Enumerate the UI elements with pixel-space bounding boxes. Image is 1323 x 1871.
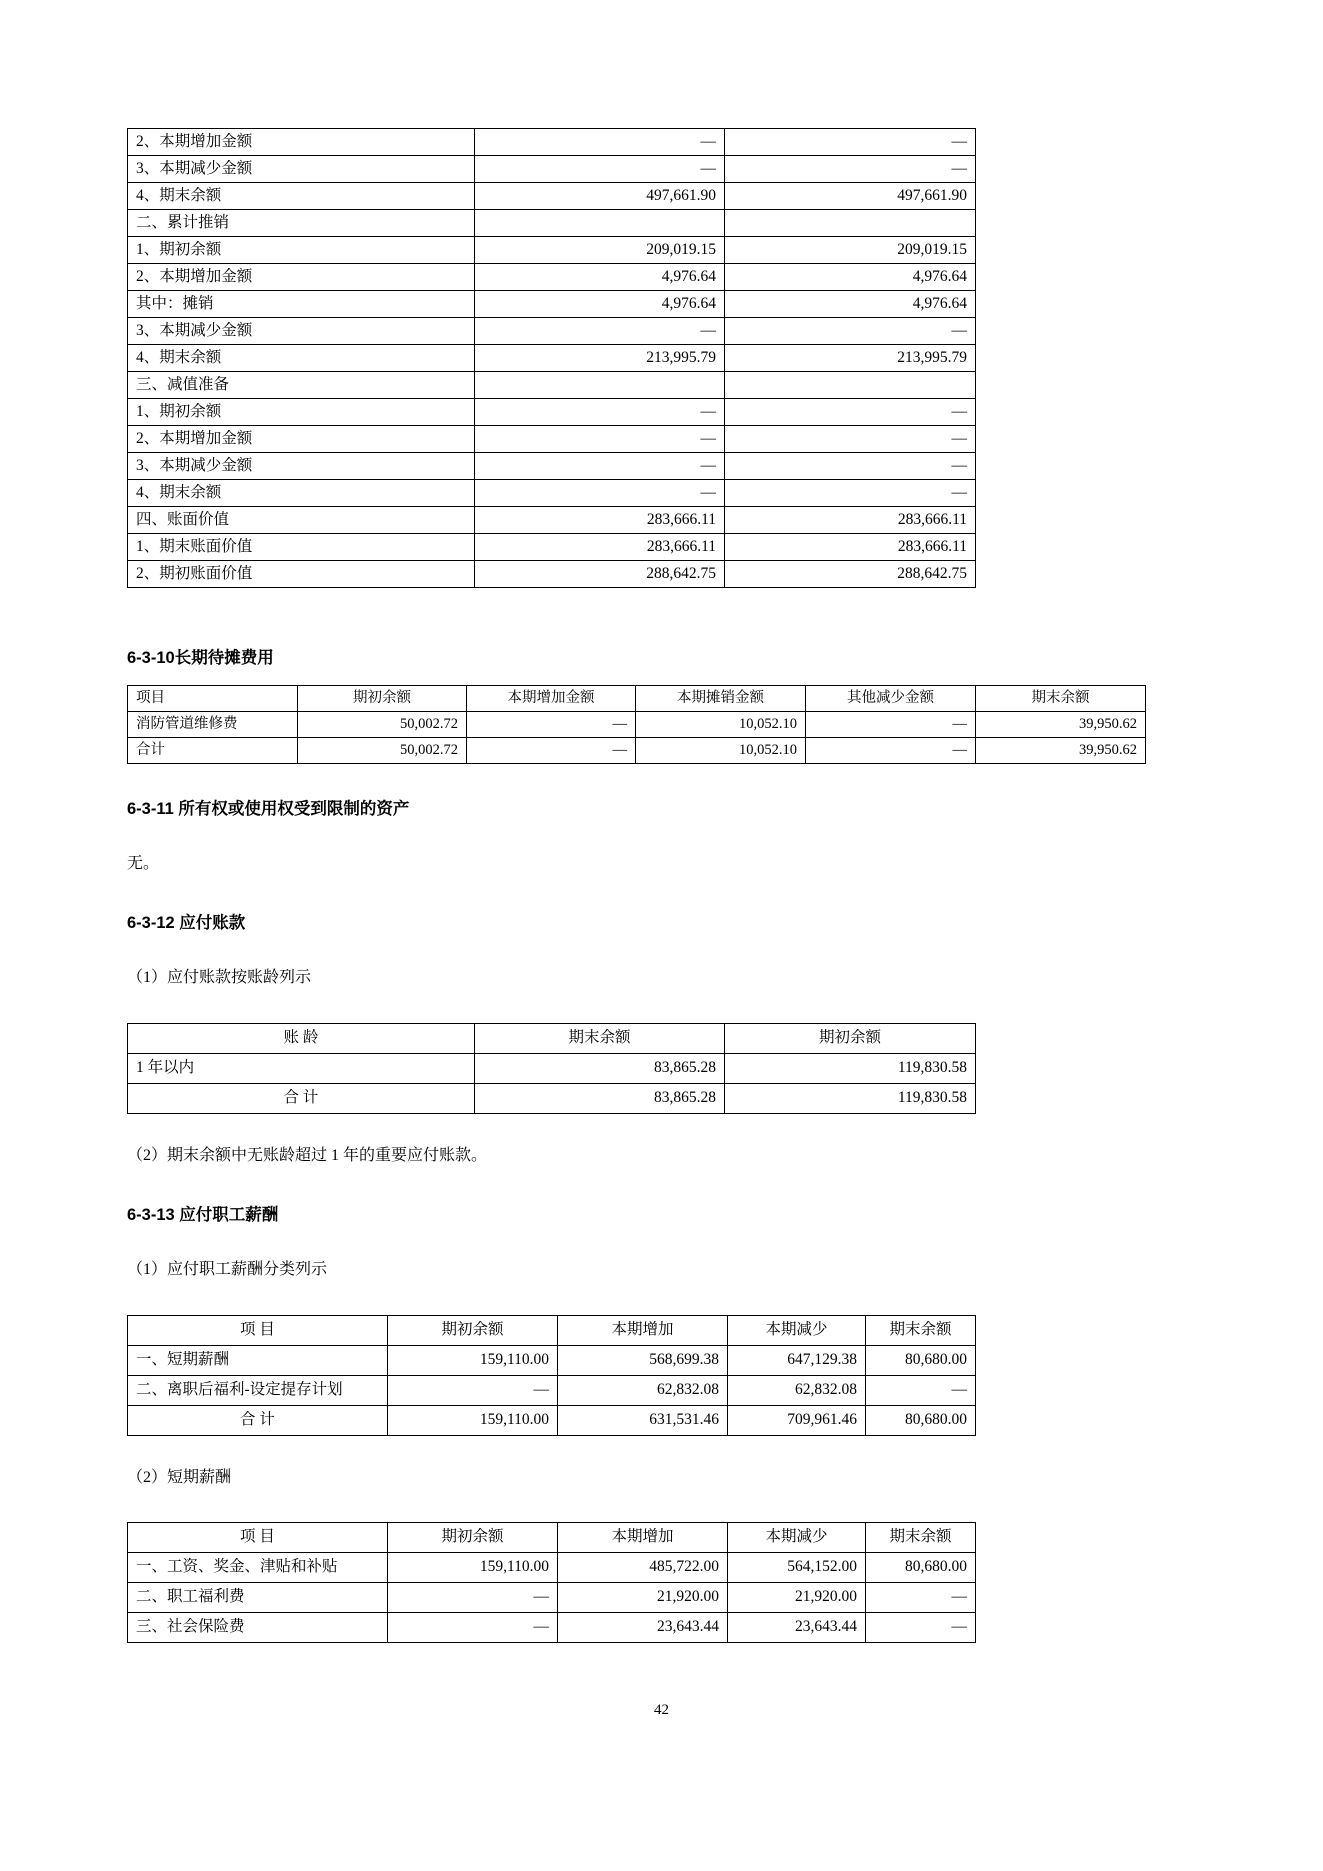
row-value-1: 283,666.11 [475, 507, 725, 534]
row-label: 2、期初账面价值 [128, 561, 475, 588]
column-header-amortization: 本期摊销金额 [636, 686, 806, 712]
spacer [127, 588, 975, 644]
row-value-3: 62,832.08 [728, 1375, 866, 1405]
section-heading-6-3-13: 6-3-13 应付职工薪酬 [127, 1206, 279, 1225]
table-row [128, 561, 976, 588]
row-value-1: — [475, 426, 725, 453]
table-row [128, 1053, 976, 1083]
row-label: 合 计 [128, 1405, 388, 1435]
row-value-2: — [725, 318, 976, 345]
spacer [127, 668, 975, 685]
row-value-1: 50,002.72 [298, 738, 467, 764]
row-value-1: — [388, 1612, 558, 1642]
row-value-1: 213,995.79 [475, 345, 725, 372]
row-value-2: 23,643.44 [558, 1612, 728, 1642]
row-label: 一、工资、奖金、津贴和补贴 [128, 1552, 388, 1582]
spacer [127, 764, 975, 795]
column-header-closing: 期末余额 [976, 686, 1146, 712]
row-value-1 [475, 372, 725, 399]
column-header-opening: 期初余额 [388, 1522, 558, 1552]
page-number: 42 [654, 1702, 669, 1718]
row-value-3: 23,643.44 [728, 1612, 866, 1642]
table-row [128, 1582, 976, 1612]
row-value-4: — [866, 1582, 976, 1612]
column-header-increase: 本期增加金额 [467, 686, 636, 712]
spacer [127, 990, 975, 1023]
row-value-2: 497,661.90 [725, 183, 976, 210]
row-label: 4、期末余额 [128, 183, 475, 210]
row-value-2: — [725, 453, 976, 480]
row-value-3: 10,052.10 [636, 738, 806, 764]
table-row [128, 712, 1146, 738]
row-value-2: 283,666.11 [725, 534, 976, 561]
row-label: 3、本期减少金额 [128, 156, 475, 183]
table-row [128, 1552, 976, 1582]
row-label: 消防管道维修费 [128, 712, 298, 738]
row-value-4: 80,680.00 [866, 1552, 976, 1582]
row-value-1: — [388, 1375, 558, 1405]
row-value-2: — [467, 712, 636, 738]
column-header-increase: 本期增加 [558, 1315, 728, 1345]
row-label: 二、离职后福利-设定提存计划 [128, 1375, 388, 1405]
row-value-2: 213,995.79 [725, 345, 976, 372]
row-value-1 [475, 210, 725, 237]
row-value-5: 39,950.62 [976, 738, 1146, 764]
row-value-4: — [866, 1612, 976, 1642]
row-label: 1、期初余额 [128, 399, 475, 426]
spacer [127, 1282, 975, 1315]
row-value-2: 119,830.58 [725, 1053, 976, 1083]
row-value-1: — [475, 318, 725, 345]
row-value-2: — [725, 399, 976, 426]
row-value-2: 119,830.58 [725, 1083, 976, 1113]
table-row [128, 480, 976, 507]
row-value-4: — [866, 1375, 976, 1405]
row-value-1: — [475, 156, 725, 183]
column-header-decrease: 本期减少 [728, 1315, 866, 1345]
table-row [128, 210, 976, 237]
row-value-2: 288,642.75 [725, 561, 976, 588]
row-value-1: 83,865.28 [475, 1083, 725, 1113]
row-value-4: — [806, 738, 976, 764]
row-value-1: 159,110.00 [388, 1405, 558, 1435]
row-value-2: — [725, 426, 976, 453]
table-header-row [128, 1522, 976, 1552]
table-row [128, 183, 976, 210]
column-header-opening: 期初余额 [298, 686, 467, 712]
section-heading-6-3-10: 6-3-10长期待摊费用 [127, 649, 274, 667]
row-value-2: 568,699.38 [558, 1345, 728, 1375]
row-value-2: 631,531.46 [558, 1405, 728, 1435]
row-value-1: 288,642.75 [475, 561, 725, 588]
row-label: 合 计 [128, 1083, 475, 1113]
row-label: 2、本期增加金额 [128, 129, 475, 156]
row-value-2: 283,666.11 [725, 507, 976, 534]
deferred-expenses-table-head [128, 686, 1146, 712]
row-label: 1、期初余额 [128, 237, 475, 264]
row-label: 4、期末余额 [128, 480, 475, 507]
row-value-1: — [388, 1582, 558, 1612]
row-label: 2、本期增加金额 [128, 264, 475, 291]
table-header-row [128, 1023, 976, 1053]
short-term-compensation-table-body [128, 1552, 976, 1642]
table-row [128, 1612, 976, 1642]
subsection-label-6-3-13-2: （2）短期薪酬 [127, 1468, 232, 1486]
section-heading-6-3-12: 6-3-12 应付账款 [127, 914, 246, 933]
row-value-5: 39,950.62 [976, 712, 1146, 738]
spacer [127, 1114, 975, 1145]
spacer [127, 1436, 975, 1467]
table-header-row [128, 686, 1146, 712]
row-label: 一、短期薪酬 [128, 1345, 388, 1375]
subsection-label-6-3-12-1: （1）应付账款按账龄列示 [127, 969, 312, 987]
spacer [127, 1167, 975, 1201]
row-value-2: — [725, 129, 976, 156]
column-header-opening: 期初余额 [725, 1023, 976, 1053]
row-value-1: 4,976.64 [475, 291, 725, 318]
column-header-closing: 期末余额 [475, 1023, 725, 1053]
row-label: 3、本期减少金额 [128, 453, 475, 480]
short-term-compensation-table [127, 1522, 976, 1643]
table-row-total [128, 1405, 976, 1435]
row-value-2: 62,832.08 [558, 1375, 728, 1405]
table-row [128, 318, 976, 345]
row-value-1: 83,865.28 [475, 1053, 725, 1083]
column-header-aging: 账 龄 [128, 1023, 475, 1053]
row-label: 其中：摊销 [128, 291, 475, 318]
employee-compensation-classification-table [127, 1315, 976, 1436]
row-label: 合计 [128, 738, 298, 764]
column-header-closing: 期末余额 [866, 1315, 976, 1345]
row-label: 三、减值准备 [128, 372, 475, 399]
subsection-label-6-3-13-1: （1）应付职工薪酬分类列示 [127, 1261, 328, 1279]
row-value-2: — [725, 480, 976, 507]
row-value-1: 209,019.15 [475, 237, 725, 264]
row-label: 四、账面价值 [128, 507, 475, 534]
row-value-2: — [467, 738, 636, 764]
column-header-item: 项 目 [128, 1522, 388, 1552]
column-header-item: 项目 [128, 686, 298, 712]
subsection-label-6-3-12-2: （2）期末余额中无账龄超过 1 年的重要应付账款。 [127, 1146, 488, 1164]
row-value-2: 4,976.64 [725, 291, 976, 318]
table-row [128, 291, 976, 318]
table-row [128, 1345, 976, 1375]
row-value-2: 209,019.15 [725, 237, 976, 264]
row-label: 2、本期增加金额 [128, 426, 475, 453]
employee-compensation-table-head [128, 1315, 976, 1345]
table-row-total [128, 738, 1146, 764]
row-label: 3、本期减少金额 [128, 318, 475, 345]
table-row-total [128, 1083, 976, 1113]
row-value-1: 159,110.00 [388, 1345, 558, 1375]
row-value-1: — [475, 453, 725, 480]
row-label: 4、期末余额 [128, 345, 475, 372]
short-term-compensation-table-head [128, 1522, 976, 1552]
row-value-2 [725, 210, 976, 237]
row-label: 二、职工福利费 [128, 1582, 388, 1612]
row-value-1: 159,110.00 [388, 1552, 558, 1582]
column-header-decrease: 本期减少 [728, 1522, 866, 1552]
table-row [128, 129, 976, 156]
accounts-payable-table-head [128, 1023, 976, 1053]
table-row [128, 264, 976, 291]
table-row [128, 156, 976, 183]
row-value-4: 80,680.00 [866, 1345, 976, 1375]
table-row [128, 399, 976, 426]
table-row [128, 237, 976, 264]
row-value-2: — [725, 156, 976, 183]
row-value-1: — [475, 399, 725, 426]
spacer [127, 819, 975, 853]
column-header-other-decrease: 其他减少金额 [806, 686, 976, 712]
column-header-item: 项 目 [128, 1315, 388, 1345]
row-value-2 [725, 372, 976, 399]
intangible-assets-movement-table [127, 128, 976, 588]
row-value-3: 709,961.46 [728, 1405, 866, 1435]
row-value-1: 50,002.72 [298, 712, 467, 738]
spacer [127, 933, 975, 967]
long-term-deferred-expenses-table [127, 685, 1146, 764]
row-label: 1、期末账面价值 [128, 534, 475, 561]
row-label: 1 年以内 [128, 1053, 475, 1083]
table-row [128, 372, 976, 399]
page-content [127, 128, 1137, 1643]
row-value-1: 497,661.90 [475, 183, 725, 210]
deferred-expenses-table-body [128, 712, 1146, 764]
row-value-3: 21,920.00 [728, 1582, 866, 1612]
column-header-opening: 期初余额 [388, 1315, 558, 1345]
table-header-row [128, 1315, 976, 1345]
table-row [128, 534, 976, 561]
row-value-3: 10,052.10 [636, 712, 806, 738]
intangible-assets-table-body [128, 129, 976, 588]
section-6-3-11-body: 无。 [127, 855, 160, 872]
row-value-1: — [475, 480, 725, 507]
column-header-closing: 期末余额 [866, 1522, 976, 1552]
row-value-2: 21,920.00 [558, 1582, 728, 1612]
table-row [128, 1375, 976, 1405]
row-value-2: 4,976.64 [725, 264, 976, 291]
row-value-4: — [806, 712, 976, 738]
spacer [127, 1225, 975, 1259]
row-value-1: 283,666.11 [475, 534, 725, 561]
row-value-3: 564,152.00 [728, 1552, 866, 1582]
table-row [128, 426, 976, 453]
table-row [128, 453, 976, 480]
section-heading-6-3-11: 6-3-11 所有权或使用权受到限制的资产 [127, 800, 410, 818]
row-value-2: 485,722.00 [558, 1552, 728, 1582]
employee-compensation-table-body [128, 1345, 976, 1435]
row-value-1: — [475, 129, 725, 156]
column-header-increase: 本期增加 [558, 1522, 728, 1552]
accounts-payable-table-body [128, 1053, 976, 1113]
row-label: 二、累计推销 [128, 210, 475, 237]
table-row [128, 345, 976, 372]
row-value-4: 80,680.00 [866, 1405, 976, 1435]
row-value-1: 4,976.64 [475, 264, 725, 291]
row-label: 三、社会保险费 [128, 1612, 388, 1642]
table-row [128, 507, 976, 534]
spacer [127, 875, 975, 909]
spacer [127, 1489, 975, 1522]
accounts-payable-aging-table [127, 1023, 976, 1114]
row-value-3: 647,129.38 [728, 1345, 866, 1375]
